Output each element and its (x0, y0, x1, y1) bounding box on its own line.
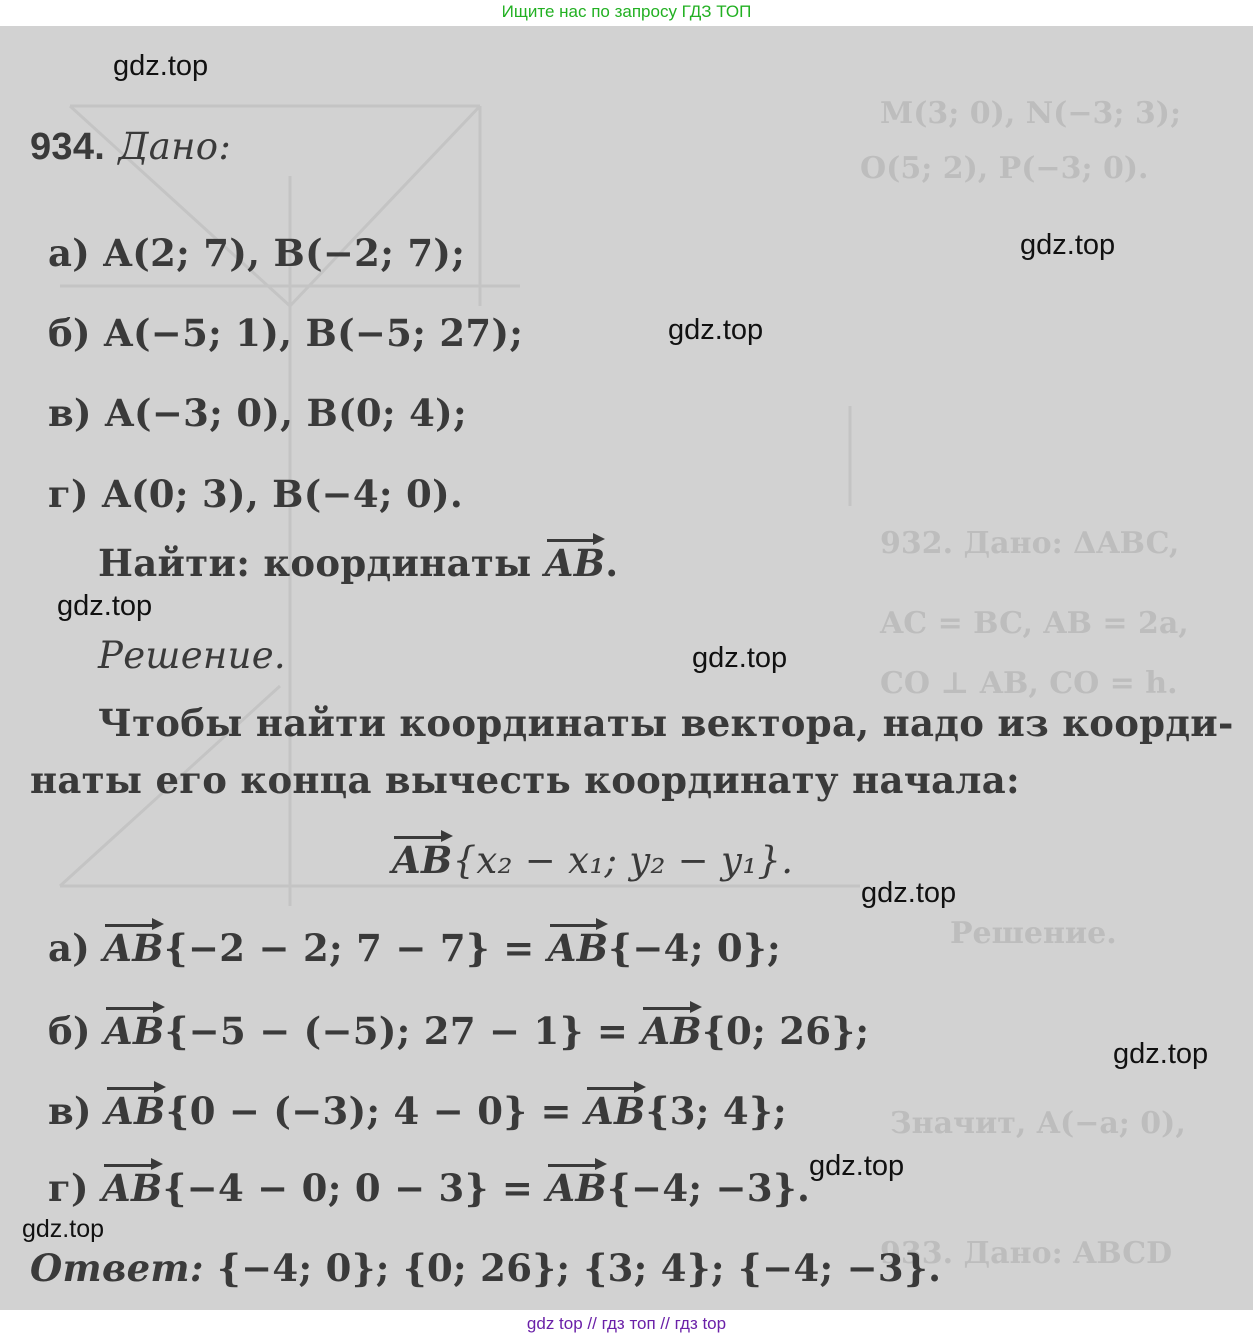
step-result: {−4; 0}; (608, 926, 781, 970)
vector-ab: AB (103, 926, 164, 970)
find-line (98, 541, 618, 585)
given-item-label: в) (48, 391, 92, 435)
step-result: {3; 4}; (645, 1089, 787, 1133)
given-item-label: а) (48, 231, 91, 275)
given-item-text: A(2; 7), B(−2; 7); (103, 231, 466, 275)
vector-ab: AB (101, 1166, 163, 1210)
ghost-line-8: 933. Дано: ABCD (880, 1236, 1173, 1271)
ghost-line-7: Значит, A(−a; 0), (890, 1106, 1186, 1141)
step-b (48, 1009, 869, 1053)
step-a (48, 926, 781, 970)
step-label: б) (48, 1009, 91, 1053)
step-label: в) (48, 1089, 92, 1133)
watermark: gdz.top (668, 314, 764, 346)
step-expr: {0 − (−3); 4 − 0} = (165, 1089, 572, 1133)
given-item-label: г) (48, 472, 89, 516)
ghost-line-2: O(5; 2), P(−3; 0). (860, 151, 1149, 186)
step-expr: {−2 − 2; 7 − 7} = (163, 926, 535, 970)
top-banner[interactable]: Ищите нас по запросу ГДЗ ТОП (501, 2, 752, 21)
step-result: {−4; −3}. (606, 1166, 811, 1210)
given-item-text: A(−3; 0), B(0; 4); (105, 391, 467, 435)
watermark: gdz.top (113, 50, 209, 82)
explanation-line-1: Чтобы найти координаты вектора, надо из коорди- (98, 701, 1234, 745)
vector-ab: AB (546, 1166, 607, 1210)
given-item-text: A(−5; 1), B(−5; 27); (103, 311, 524, 355)
watermark: gdz.top (692, 642, 788, 674)
answer-text: {−4; 0}; {0; 26}; {3; 4}; {−4; −3}. (217, 1246, 942, 1290)
step-result: {0; 26}; (701, 1009, 870, 1053)
watermark: gdz.top (1020, 229, 1116, 261)
watermark: gdz.top (809, 1150, 905, 1182)
vector-ab: AB (544, 541, 606, 585)
vector-ab: AB (547, 926, 609, 970)
find-end: . (605, 541, 619, 585)
given-item-label: б) (48, 311, 91, 355)
bottom-banner[interactable]: gdz top // гдз топ // гдз top (526, 1314, 727, 1333)
ghost-line-5: CO ⊥ AB, CO = h. (880, 666, 1178, 701)
given-item-text: A(0; 3), B(−4; 0). (101, 472, 464, 516)
watermark: gdz.top (861, 877, 957, 909)
answer-label: Ответ: (30, 1246, 204, 1290)
step-expr: {−5 − (−5); 27 − 1} = (164, 1009, 629, 1053)
given-item-d (48, 472, 463, 516)
solution-heading: Решение. (98, 634, 286, 677)
ghost-line-4: AC = BC, AB = 2a, (880, 606, 1189, 641)
given-item-c (48, 391, 467, 435)
vector-ab: AB (585, 1089, 646, 1133)
textbook-page (0, 26, 1253, 1310)
watermark: gdz.top (1113, 1038, 1209, 1070)
problem-number: 934. (30, 126, 106, 168)
formula (392, 838, 793, 882)
vector-ab: AB (103, 1009, 165, 1053)
answer-line (30, 1246, 941, 1290)
step-c (48, 1089, 787, 1133)
find-label: Найти: координаты (98, 541, 532, 585)
watermark: gdz.top (57, 590, 153, 622)
step-label: а) (48, 926, 91, 970)
ghost-line-1: M(3; 0), N(−3; 3); (880, 96, 1182, 131)
given-item-a (48, 231, 465, 275)
ghost-line-3: 932. Дано: ΔABC, (880, 526, 1180, 561)
explanation-line-2: наты его конца вычесть координату начала: (30, 758, 1020, 802)
vector-ab: AB (392, 838, 453, 882)
problem-header (30, 124, 231, 169)
formula-tail: {x₂ − x₁; y₂ − y₁}. (452, 839, 794, 882)
vector-ab: AB (105, 1089, 166, 1133)
step-label: г) (48, 1166, 89, 1210)
given-label: Дано: (118, 125, 232, 168)
vector-ab: AB (641, 1009, 702, 1053)
watermark: gdz.top (22, 1215, 105, 1243)
given-item-b (48, 311, 523, 355)
ghost-line-6: Решение. (950, 916, 1117, 951)
step-d (48, 1166, 810, 1210)
step-expr: {−4 − 0; 0 − 3} = (162, 1166, 534, 1210)
